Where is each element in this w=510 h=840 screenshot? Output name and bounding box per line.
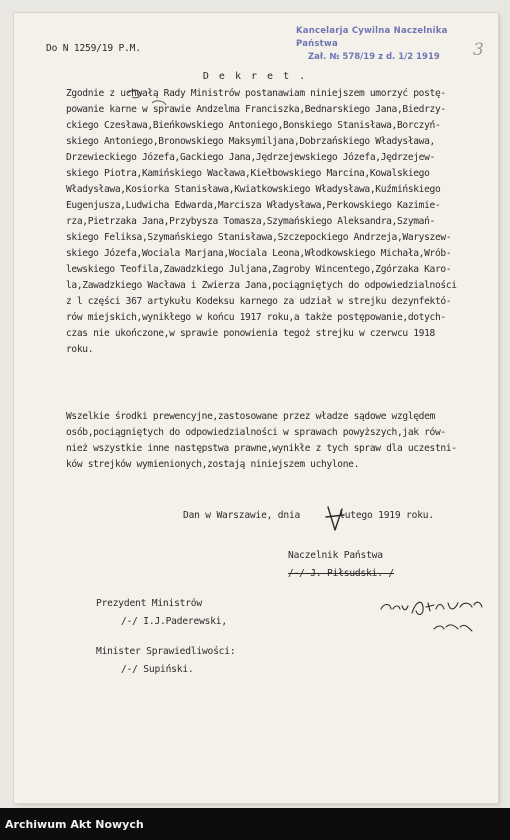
folio-number: 3 — [473, 40, 484, 60]
text-line: osób,pociągniętych do odpowiedzialności w sprawach powyższych,jak rów- — [66, 427, 446, 438]
text-line: la,Zawadzkiego Wacława i Zwierza Jana,pociągniętych do odpowiedzialności — [66, 280, 457, 291]
text-line: z l części 367 artykułu Kodeksu karnego za udział w strejku dezynfektó- — [66, 296, 452, 307]
text-line: ckiego Czesława,Bieńkowskiego Antoniego,Bonskiego Stanisława,Borczyń- — [66, 120, 441, 131]
text-line: Wszelkie środki prewencyjne,zastosowane przez władze sądowe względem — [66, 411, 435, 422]
text-line: rza,Pietrzaka Jana,Przybysza Tomasza,Szymańskiego Aleksandra,Szymań- — [66, 216, 435, 227]
archive-label: Archiwum Akt Nowych — [5, 818, 144, 831]
text-line: czas nie ukończone,w sprawie ponowienia tegoż strejku w czerwcu 1918 — [66, 328, 435, 339]
head-of-state-signature: /-/ J. Piłsudski. / — [288, 568, 394, 579]
decree-paragraph-1 — [66, 86, 486, 358]
head-of-state-title: Naczelnik Państwa — [288, 550, 383, 561]
document-title: D e k r e t . — [202, 71, 308, 82]
stamp-office: Kancelarja Cywilna Naczelnika Państwa — [296, 26, 448, 49]
text-line: roku. — [66, 344, 94, 355]
text-line: Drzewieckiego Józefa,Gackiego Jana,Jędrzejewskiego Józefa,Jędrzejew- — [66, 152, 435, 163]
text-line: Władysława,Kosiorka Stanisława,Kwiatkowskiego Władysława,Kuźmińskiego — [66, 184, 441, 195]
dateline: Dan w Warszawie, dnia lutego 1919 roku. — [183, 510, 434, 521]
text-line: ków strejków wymienionych,zostają niniejszem uchylone. — [66, 459, 360, 470]
archive-footer-bar — [0, 808, 510, 840]
text-line: powanie karne w sprawie Andzelma Franciszka,Bednarskiego Jana,Biedrzy- — [66, 104, 446, 115]
text-line: rów miejskich,wynikłego w końcu 1917 roku,a także postępowanie,dotych- — [66, 312, 446, 323]
text-line: skiego Piotra,Kamińskiego Wacława,Kiełbowskiego Marcina,Kowalskiego — [66, 168, 430, 179]
prime-minister-name: /-/ I.J.Paderewski, — [121, 616, 227, 627]
handwritten-day-numeral — [322, 503, 352, 533]
text-line: skiego Antoniego,Bronowskiego Maksymiljana,Dobrzańskiego Władysława, — [66, 136, 435, 147]
text-line: Zgodnie z uchwałą Rady Ministrów postanawiam niniejszem umorzyć postę- — [66, 88, 446, 99]
text-line: skiego Józefa,Wociala Marjana,Wociala Leona,Włodkowskiego Michała,Wrób- — [66, 248, 452, 259]
justice-minister-name: /-/ Supiński. — [121, 664, 194, 675]
reference-number: Do N 1259/19 P.M. — [46, 43, 141, 54]
text-line: skiego Feliksa,Szymańskiego Stanisława,Szczepockiego Andrzeja,Waryszew- — [66, 232, 452, 243]
prime-minister-title: Prezydent Ministrów — [96, 598, 202, 609]
text-line: lewskiego Teofila,Zawadzkiego Juljana,Zagroby Wincentego,Zgórzaka Karo- — [66, 264, 452, 275]
registry-stamp — [296, 25, 456, 64]
text-line: Eugenjusza,Ludwicha Edwarda,Marcisza Władysława,Perkowskiego Kazimie- — [66, 200, 441, 211]
handwritten-attestation-signature — [378, 597, 488, 639]
text-line: nież wszystkie inne następstwa prawne,wynikłe z tych spraw dla uczestni- — [66, 443, 457, 454]
stamp-entry: Zał. № 578/19 z d. 1/2 1919 — [308, 52, 440, 62]
justice-minister-title: Minister Sprawiedliwości: — [96, 646, 236, 657]
decree-paragraph-2 — [66, 409, 486, 473]
